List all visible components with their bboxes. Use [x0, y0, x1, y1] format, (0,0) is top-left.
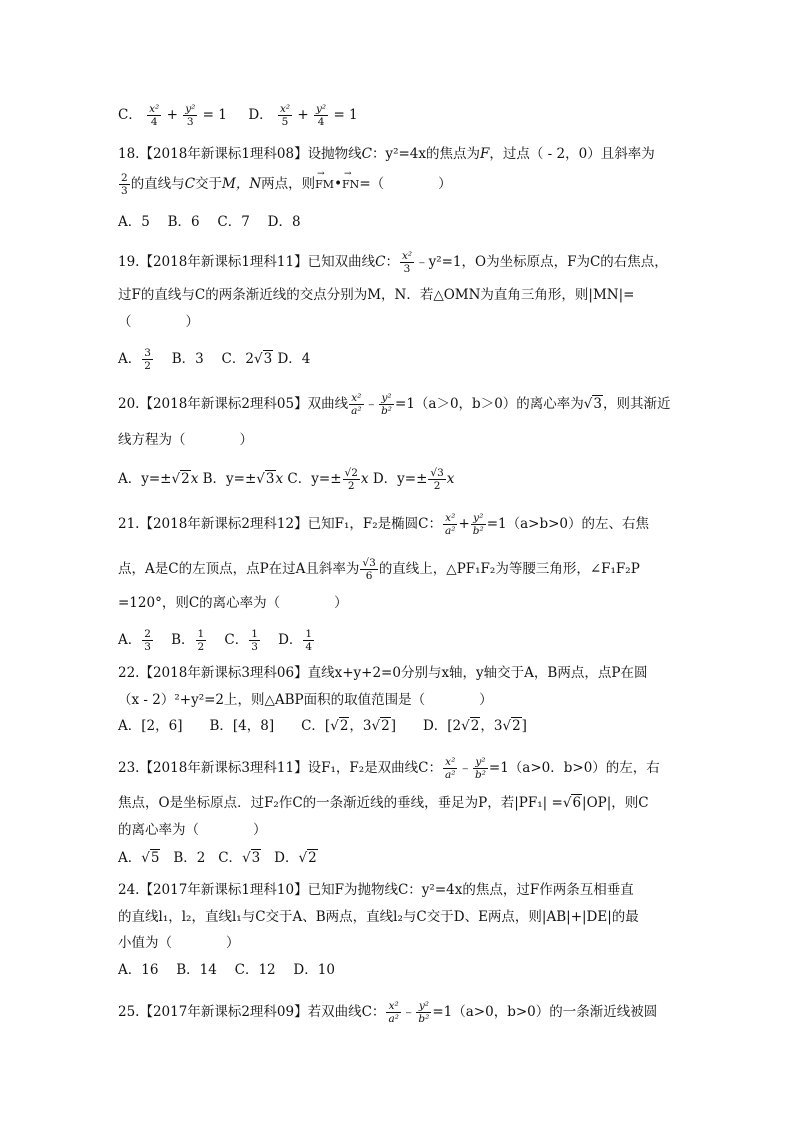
fraction: $\frac{\text{y²}}{\text{b²}}$	[472, 512, 484, 537]
fraction: $\frac{\text{y²}}{4}$	[315, 103, 327, 128]
q21-stem-line2: 点，A是C的左顶点，点P在过A且斜率为 $\frac{√3}{6}$ 的直线上，△PF₁F₂为等腰三角形，∠F₁F₂P	[118, 557, 640, 582]
q20-stem-line2: 线方程为（ ）	[118, 432, 253, 448]
q23-options: A．√5 B．2 C．√3 D．√2	[118, 850, 317, 866]
q19-options: A． $\frac{3}{2}$ B．3 C．2√3 D．4	[118, 347, 311, 372]
q25-stem-line1: 25.【2017年新课标2理科09】若双曲线C： $\frac{\text{x²}}{\text{a²}}$ ﹣ $\frac{\text{y²}}{\text{b²}}$ =1（a>0，b>0）的一条渐近线被圆	[118, 1000, 658, 1025]
fraction: $\frac{2}{3}$	[121, 172, 128, 197]
fraction: $\frac{\text{x²}}{\text{a²}}$	[444, 512, 456, 537]
q21-options: A． $\frac{2}{3}$ B． $\frac{1}{2}$ C． $\frac{1}{3}$ D． $\frac{1}{4}$	[118, 628, 313, 653]
fraction: $\frac{\text{x²}}{4}$	[149, 103, 160, 128]
fraction: $\frac{\text{y²}}{3}$	[185, 103, 196, 128]
fraction: $\frac{3}{2}$	[144, 347, 151, 372]
vector-fn: → FN	[342, 175, 359, 195]
q19-stem-line3: （ ）	[118, 314, 199, 330]
q23-stem-line1: 23.【2018年新课标3理科11】设F₁，F₂是双曲线C： $\frac{\text{x²}}{\text{a²}}$ ﹣ $\frac{\text{y²}}{\text{b²}}$ =1（a>0．b>0）的左，右	[118, 756, 660, 781]
sqrt: √2	[298, 850, 317, 866]
q24-options: A．16 B．14 C．12 D．10	[118, 962, 335, 978]
fraction: $\frac{1}{3}$	[251, 628, 258, 653]
q17-options: C． $\frac{\text{x²}}{4}$ + $\frac{\text{y²}}{3}$ = 1 D． $\frac{\text{x²}}{5}$ + $\frac{\text{y²}}{4}$ = 1	[118, 103, 358, 128]
sqrt: √3	[583, 396, 602, 412]
sqrt: √2	[171, 471, 190, 487]
q20-options: A．y=±√2x B．y=±√3x C．y=± $\frac{√2}{2}$ x D．y=± $\frac{√3}{2}$ x	[118, 467, 455, 492]
fraction: $\frac{2}{3}$	[144, 628, 151, 653]
q21-stem-line1: 21.【2018年新课标2理科12】已知F₁，F₂是椭圆C： $\frac{\text{x²}}{\text{a²}}$ + $\frac{\text{y²}}{\text{b²}}$ =1（a>b>0）的左、右焦	[118, 512, 650, 537]
q24-stem-line2: 的直线l₁，l₂，直线l₁与C交于A、B两点，直线l₂与C交于D、E两点，则|AB|+|DE|的最	[118, 909, 639, 925]
fraction: $\frac{\text{x²}}{\text{a²}}$	[388, 1000, 399, 1025]
fraction: $\frac{√2}{2}$	[344, 467, 358, 492]
sqrt: √3	[242, 850, 261, 866]
q19-stem-line2: 过F的直线与C的两条渐近线的交点分别为M，N．若△OMN为直角三角形，则|MN|=	[118, 287, 635, 303]
q24-stem-line3: 小值为（ ）	[118, 935, 240, 951]
q22-options: A．[2，6] B．[4，8] C．[√2，3√2] D．[2√2，3√2]	[118, 718, 527, 734]
q18-options: A．5 B．6 C．7 D．8	[118, 214, 301, 230]
fraction: $\frac{\text{y²}}{\text{b²}}$	[381, 392, 393, 417]
fraction: $\frac{\text{y²}}{\text{b²}}$	[474, 756, 486, 781]
fraction: $\frac{√3}{2}$	[430, 467, 444, 492]
sqrt: √5	[141, 850, 160, 866]
q24-stem-line1: 24.【2017年新课标1理科10】已知F为抛物线C：y²=4x的焦点，过F作两条互相垂直	[118, 882, 634, 898]
fraction: $\frac{\text{x²}}{\text{a²}}$	[351, 392, 362, 417]
sqrt: √2	[371, 718, 390, 734]
q21-stem-line3: =120°，则C的离心率为（ ）	[118, 595, 348, 611]
q22-stem-line1: 22.【2018年新课标3理科06】直线x+y+2=0分别与x轴，y轴交于A，B两点，点P在圆	[118, 665, 648, 681]
fraction: $\frac{\text{x²}}{3}$	[401, 250, 413, 275]
sqrt: √6	[562, 795, 582, 811]
sqrt: √2	[502, 718, 521, 734]
q22-stem-line2: （x - 2）²+y²=2上，则△ABP面积的取值范围是（ ）	[118, 692, 493, 708]
fraction: $\frac{\text{x²}}{\text{a²}}$	[444, 756, 456, 781]
q19-stem-line1: 19.【2018年新课标1理科11】已知双曲线C： $\frac{\text{x²}}{3}$ ﹣y²=1，O为坐标原点，F为C的右焦点，	[118, 250, 668, 275]
sqrt: √3	[253, 351, 273, 367]
q18-stem-line1: 18.【2018年新课标1理科08】设抛物线C：y²=4x的焦点为F，过点（ - 2，0）且斜率为	[118, 146, 655, 162]
fraction: $\frac{\text{x²}}{5}$	[279, 103, 291, 128]
q23-stem-line2: 焦点，O是坐标原点．过F₂作C的一条渐近线的垂线，垂足为P，若|PF₁| =√6|OP|，则C	[118, 795, 649, 811]
sqrt: √3	[256, 471, 275, 487]
fraction: $\frac{1}{4}$	[305, 628, 313, 653]
sqrt: √2	[461, 718, 480, 734]
q18-stem-line2: $\frac{2}{3}$ 的直线与C交于M，N两点，则→ FM•→ FN=（ ）	[118, 172, 452, 197]
q23-stem-line3: 的离心率为（ ）	[118, 822, 267, 838]
fraction: $\frac{√3}{6}$	[362, 557, 376, 582]
fraction: $\frac{\text{y²}}{\text{b²}}$	[418, 1000, 430, 1025]
fraction: $\frac{1}{2}$	[197, 628, 205, 653]
sqrt: √2	[330, 718, 349, 734]
vector-fm: → FM	[315, 175, 334, 195]
q20-stem-line1: 20.【2018年新课标2理科05】双曲线 $\frac{\text{x²}}{\text{a²}}$ ﹣ $\frac{\text{y²}}{\text{b²}}$ =1（a＞0，b＞0）的离心率为√3，则其渐近	[118, 392, 671, 417]
